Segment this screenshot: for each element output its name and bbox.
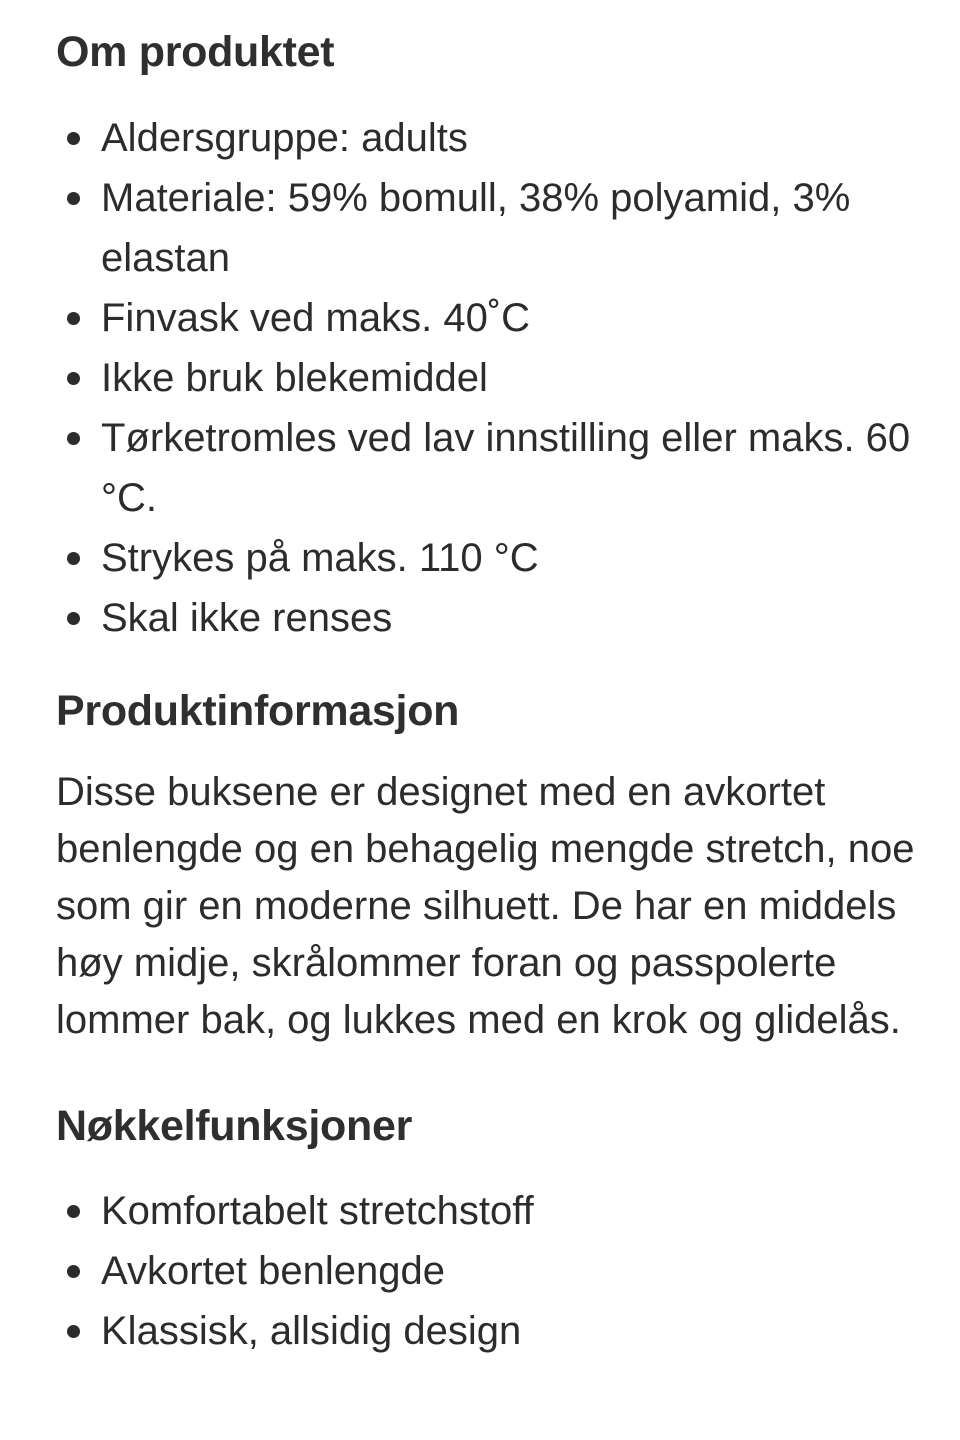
bullet-icon (67, 1205, 80, 1218)
key-features-heading: Nøkkelfunksjoner (56, 1102, 413, 1150)
list-item-text: Skal ikke renses (101, 596, 393, 640)
key-feature-item-length (56, 1241, 920, 1301)
list-item-text: Ikke bruk blekemiddel (101, 356, 488, 400)
about-list-item-iron (56, 528, 920, 588)
about-list-item-material (56, 168, 920, 288)
about-list-item-bleach (56, 348, 920, 408)
about-product-heading: Om produktet (56, 28, 335, 76)
product-info-description: Disse buksene er designet med en avkortet benlengde og en behagelig mengde stretch, noe som gir en moderne silhuett. De har en middels høy midje, skrålommer foran og passpolerte lommer bak, og lukkes med en krok og glidelås. (56, 770, 915, 1042)
about-product-list (56, 108, 920, 648)
bullet-icon (67, 1265, 80, 1278)
bullet-icon (67, 552, 80, 565)
key-features-section (56, 1100, 920, 1361)
bullet-icon (67, 312, 80, 325)
product-info-section (56, 685, 920, 1049)
about-list-item-tumble-dry (56, 408, 920, 528)
about-list-item-wash (56, 288, 920, 348)
key-feature-item-design (56, 1301, 920, 1361)
about-list-item-dry-clean (56, 588, 920, 648)
about-list-item-age-group (56, 108, 920, 168)
list-item-text: Klassisk, allsidig design (101, 1309, 522, 1353)
list-item-text: Materiale: 59% bomull, 38% polyamid, 3% elastan (101, 176, 851, 280)
product-info-heading: Produktinformasjon (56, 687, 460, 735)
list-item-text: Tørketromles ved lav innstilling eller maks. 60 °C. (101, 416, 911, 520)
bullet-icon (67, 192, 80, 205)
bullet-icon (67, 432, 80, 445)
list-item-text: Finvask ved maks. 40˚C (101, 296, 531, 340)
bullet-icon (67, 372, 80, 385)
list-item-text: Strykes på maks. 110 °C (101, 536, 539, 580)
bullet-icon (67, 612, 80, 625)
key-features-list (56, 1181, 920, 1361)
list-item-text: Aldersgruppe: adults (101, 116, 468, 160)
key-feature-item-stretch (56, 1181, 920, 1241)
about-product-section (56, 0, 920, 648)
list-item-text: Komfortabelt stretchstoff (101, 1189, 534, 1233)
list-item-text: Avkortet benlengde (101, 1249, 445, 1293)
bullet-icon (67, 1325, 80, 1338)
bullet-icon (67, 132, 80, 145)
